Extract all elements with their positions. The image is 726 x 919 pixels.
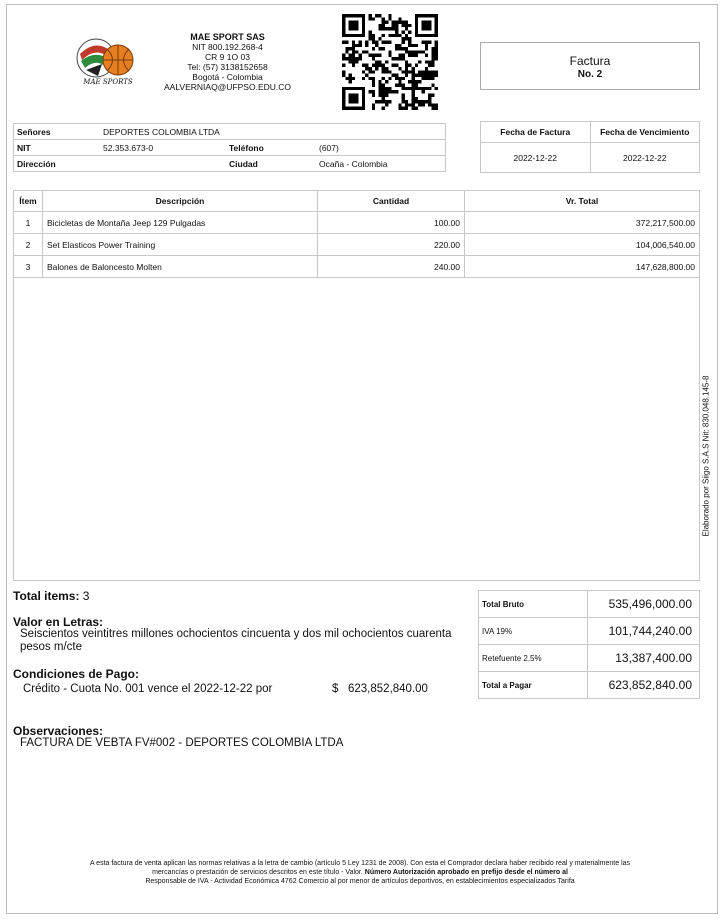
total-pagar-row [479, 672, 700, 699]
company-logo [72, 34, 142, 94]
condiciones-amount: 623,852,840.00 [348, 683, 428, 695]
company-nit: NIT 800.192.268-4 [192, 42, 263, 52]
total-pagar-label: Total a Pagar [479, 672, 588, 699]
telefono-value: (607) [316, 140, 446, 156]
total-pagar-value: 623,852,840.00 [588, 672, 700, 699]
total-items-value: 3 [82, 589, 90, 603]
total-bruto-value: 535,496,000.00 [588, 591, 700, 618]
row-descripcion: Set Elasticos Power Training [43, 234, 318, 256]
footer-line-1: A esta factura de venta aplican las normas relativas a la letra de cambio (artículo 5 Ley 1231 de 2008). Con esta el Comprador declara haber recibido real y materialmente las [89, 860, 631, 867]
items-table [14, 191, 699, 278]
company-address: CR 9 1O 03 [205, 52, 250, 62]
table-row [14, 256, 699, 278]
legal-footer [40, 859, 680, 886]
invoice-number-box [480, 42, 700, 90]
table-row [14, 234, 699, 256]
fecha-vencimiento-label: Fecha de Vencimiento [590, 122, 700, 143]
row-item: 1 [14, 212, 43, 234]
retefuente-label: Retefuente 2.5% [479, 645, 588, 672]
total-bruto-label: Total Bruto [479, 591, 588, 618]
logo-text: MAE SPORTS [83, 78, 133, 86]
row-total: 372,217,500.00 [465, 212, 700, 234]
senores-label: Señores [14, 124, 101, 140]
row-total: 104,006,540.00 [465, 234, 700, 256]
company-city: Bogotá - Colombia [192, 72, 263, 82]
company-name: MAE SPORT SAS [190, 32, 265, 42]
company-email: AALVERNIAQ@UFPSO.EDU.CO [163, 82, 292, 92]
row-item: 3 [14, 256, 43, 278]
row-descripcion: Balones de Baloncesto Molten [43, 256, 318, 278]
retefuente-value: 13,387,400.00 [588, 645, 700, 672]
fecha-factura-label: Fecha de Factura [481, 122, 591, 143]
row-cantidad: 100.00 [318, 212, 465, 234]
footer-line-2a: mercancías o prestación de servicios descritos en este título - Valor. [152, 869, 363, 876]
valor-letras-text: Seiscientos veintitres millones ochocientos cincuenta y dos mil ochocientos cuarenta pesos m/cte [20, 628, 452, 653]
direccion-label: Dirección [14, 156, 101, 172]
iva-value: 101,744,240.00 [588, 618, 700, 645]
qr-code [342, 14, 438, 110]
dates-table [480, 121, 700, 173]
table-row [14, 212, 699, 234]
company-phone: Tel: (57) 3138152658 [187, 62, 268, 72]
header-total: Vr. Total [465, 191, 700, 212]
telefono-label: Teléfono [226, 140, 316, 156]
header-descripcion: Descripción [43, 191, 318, 212]
nit-label: NIT [14, 140, 101, 156]
ciudad-label: Ciudad [226, 156, 316, 172]
fecha-factura-value: 2022-12-22 [481, 143, 591, 173]
condiciones-currency: $ [332, 683, 339, 695]
row-total: 147,628,800.00 [465, 256, 700, 278]
observaciones-text: FACTURA DE VEBTA FV#002 - DEPORTES COLOMBIA LTDA [20, 737, 344, 749]
company-info [160, 32, 295, 92]
row-cantidad: 220.00 [318, 234, 465, 256]
row-cantidad: 240.00 [318, 256, 465, 278]
valor-letras-label: Valor en Letras: [13, 615, 104, 629]
iva-row [479, 618, 700, 645]
client-info-table [13, 123, 446, 172]
total-items [13, 589, 89, 603]
totals-table [478, 590, 700, 699]
invoice-title: Factura [569, 54, 611, 68]
retefuente-row [479, 645, 700, 672]
total-items-label: Total items: [13, 589, 80, 603]
ciudad-value: Ocaña - Colombia [316, 156, 446, 172]
iva-label: IVA 19% [479, 618, 588, 645]
software-credit: Elaborado por Siigo S.A.S Nit: 830.048.145-8 [701, 375, 711, 537]
senores-value: DEPORTES COLOMBIA LTDA [100, 124, 446, 140]
total-bruto-row [479, 591, 700, 618]
header-cantidad: Cantidad [318, 191, 465, 212]
invoice-number: No. 2 [577, 69, 603, 80]
condiciones-label: Condiciones de Pago: [13, 667, 140, 681]
direccion-value [100, 156, 226, 172]
footer-line-2b: Número Autorización aprobado en prefijo desde el número al [364, 869, 568, 876]
nit-value: 52.353.673-0 [100, 140, 226, 156]
footer-line-3: Responsable de IVA - Actividad Económica 4762 Comercio al por menor de artículos deportivos, en establecimientos especializados Tarifa [145, 878, 575, 885]
fecha-vencimiento-value: 2022-12-22 [590, 143, 700, 173]
header-item: Ítem [14, 191, 43, 212]
row-descripcion: Bicicletas de Montaña Jeep 129 Pulgadas [43, 212, 318, 234]
condiciones-text: Crédito - Cuota No. 001 vence el 2022-12-22 por [23, 683, 273, 695]
items-table-container [13, 190, 700, 581]
observaciones-label: Observaciones: [13, 724, 104, 738]
row-item: 2 [14, 234, 43, 256]
